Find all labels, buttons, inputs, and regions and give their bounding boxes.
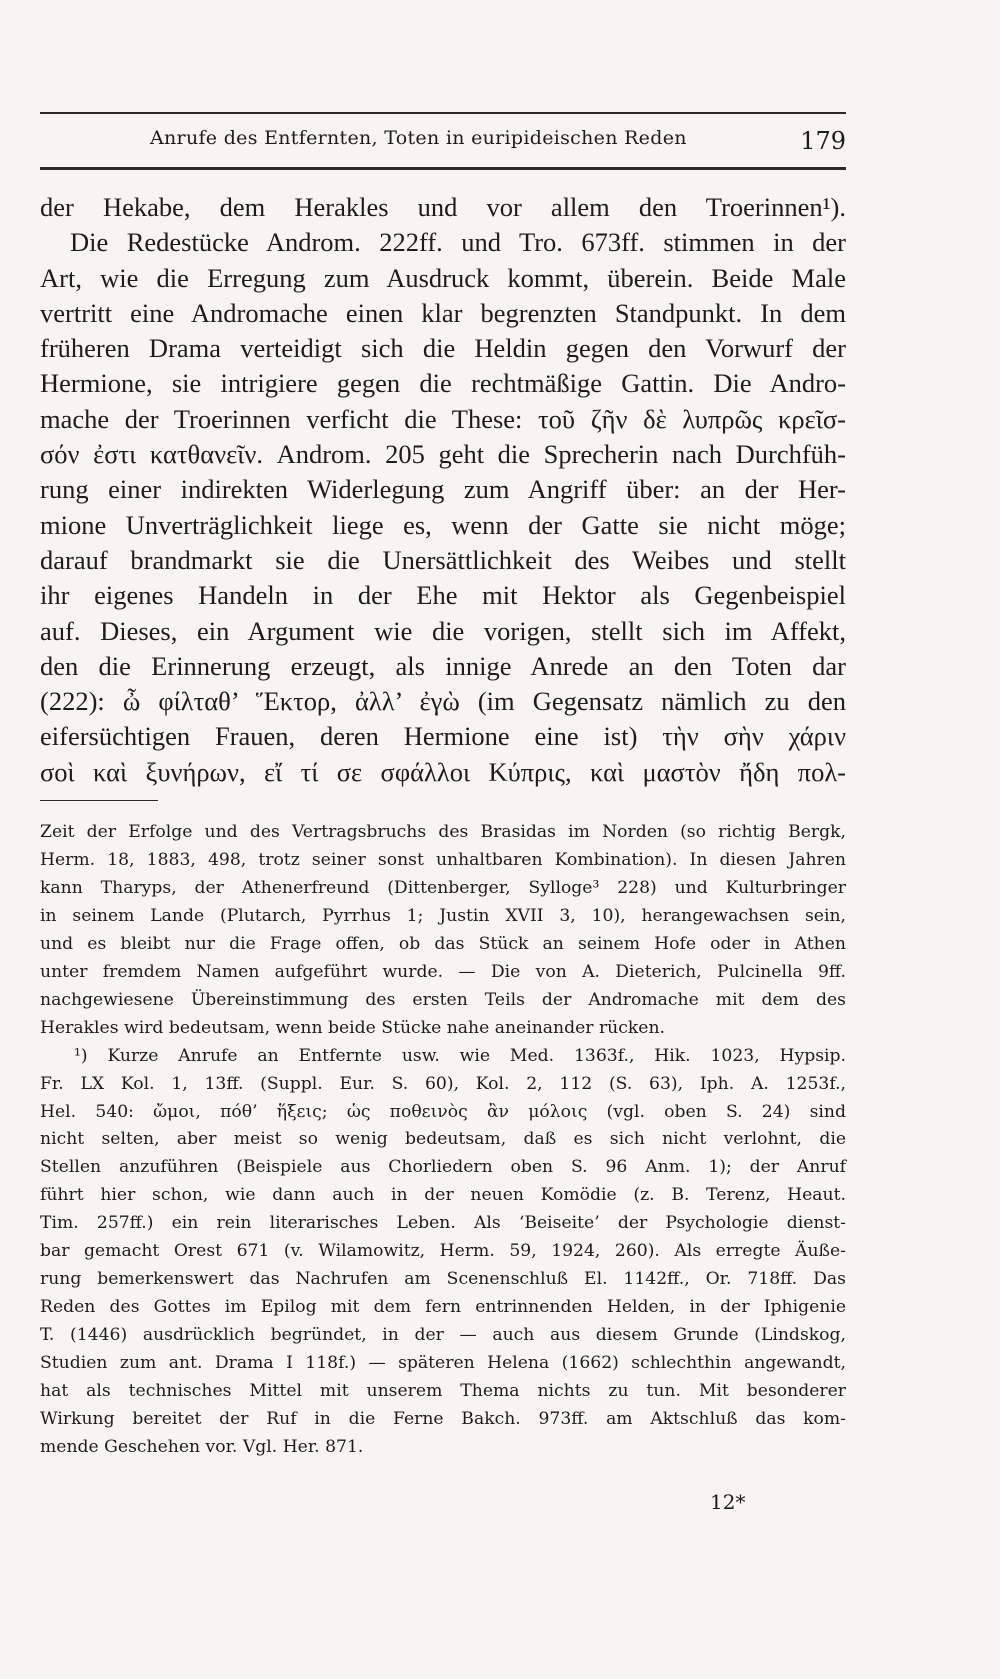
sheet-signature: 12* (710, 1490, 746, 1514)
text-line: den die Erinnerung erzeugt, als innige Anrede an den Toten dar (40, 650, 846, 681)
running-title: Anrufe des Entfernten, Toten in euripideischen Reden (150, 127, 687, 149)
text-line: (222): ὦ φίλταθ’ Ἕκτορ, ἀλλ’ ἐγὼ (im Gegensatz nämlich zu den (40, 686, 846, 717)
text-line: auf. Dieses, ein Argument wie die vorigen, stellt sich im Affekt, (40, 615, 846, 646)
main-text-block (40, 190, 846, 790)
text-line: σόν ἐστι κατθανεῖν. Androm. 205 geht die Sprecherin nach Durchfüh- (40, 439, 846, 470)
footnote-line: Hel. 540: ὤμοι, πόθ’ ἥξεις; ὡς ποθεινὸς ἂν μόλοις (vgl. oben S. 24) sind (40, 1101, 846, 1122)
footnote-line: Reden des Gottes im Epilog mit dem fern entrinnenden Helden, in der Iphigenie (40, 1297, 846, 1318)
footnote-line: nicht selten, aber meist so wenig bedeutsam, daß es sich nicht verlohnt, die (40, 1129, 846, 1150)
text-line: mione Unverträglichkeit liege es, wenn der Gatte sie nicht möge; (40, 509, 846, 540)
footnotes-block (40, 819, 846, 1462)
footnote-line: Studien zum ant. Drama I 118f.) — späteren Helena (1662) schlechthin angewandt, (40, 1353, 846, 1374)
text-line: vertritt eine Andromache einen klar begrenzten Standpunkt. In dem (40, 297, 846, 328)
footnote-line: T. (1446) ausdrücklich begründet, in der — auch aus diesem Grunde (Lindskog, (40, 1325, 846, 1346)
text-line: der Hekabe, dem Herakles und vor allem den Troerinnen¹). (40, 192, 846, 222)
footnote-line: rung bemerkenswert das Nachrufen am Scenenschluß El. 1142ff., Or. 718ff. Das (40, 1269, 846, 1290)
footnote-line: in seinem Lande (Plutarch, Pyrrhus 1; Justin XVII 3, 10), herangewachsen sein, (40, 905, 846, 926)
footnote-line: und es bleibt nur die Frage offen, ob das Stück an seinem Hofe oder in Athen (40, 933, 846, 954)
text-line: rung einer indirekten Widerlegung zum Angriff über: an der Her- (40, 474, 846, 505)
footnote-rule (40, 800, 158, 801)
footnote-line: nachgewiesene Übereinstimmung des ersten Teils der Andromache mit dem des (40, 989, 846, 1010)
text-line: Art, wie die Erregung zum Ausdruck kommt, überein. Beide Male (40, 262, 846, 293)
footnote-line: Tim. 257ff.) ein rein literarisches Leben. Als ‘Beiseite’ der Psychologie dienst- (40, 1213, 846, 1234)
footnote-line: ¹) Kurze Anrufe an Entfernte usw. wie Med. 1363f., Hik. 1023, Hypsip. (74, 1045, 846, 1066)
footnote-line: Fr. LX Kol. 1, 13ff. (Suppl. Eur. S. 60), Kol. 2, 112 (S. 63), Iph. A. 1253f., (40, 1073, 846, 1094)
footnote-line: bar gemacht Orest 671 (v. Wilamowitz, Herm. 59, 1924, 260). Als erregte Äuße- (40, 1241, 846, 1262)
text-line: früheren Drama verteidigt sich die Heldin gegen den Vorwurf der (40, 333, 846, 364)
page-number: 179 (800, 127, 846, 155)
footnote-line: mende Geschehen vor. Vgl. Her. 871. (40, 1436, 364, 1457)
text-line: Hermione, sie intrigiere gegen die rechtmäßige Gattin. Die Andro- (40, 368, 846, 399)
top-rule (40, 112, 846, 114)
footnote-line: Herakles wird bedeutsam, wenn beide Stücke nahe aneinander rücken. (40, 1017, 665, 1038)
footnote-line: kann Tharyps, der Athenerfreund (Dittenberger, Sylloge³ 228) und Kulturbringer (40, 877, 846, 898)
running-header (40, 122, 846, 162)
footnote-line: Wirkung bereitet der Ruf in die Ferne Bakch. 973ff. am Aktschluß das kom- (40, 1409, 846, 1430)
footnote-line: Stellen anzuführen (Beispiele aus Chorliedern oben S. 96 Anm. 1); der Anruf (40, 1157, 846, 1178)
text-line: darauf brandmarkt sie die Unersättlichkeit des Weibes und stellt (40, 544, 846, 575)
footnote-line: Zeit der Erfolge und des Vertragsbruchs des Brasidas im Norden (so richtig Bergk, (40, 822, 846, 842)
header-rule (40, 167, 846, 170)
footnote-line: unter fremdem Namen aufgeführt wurde. — Die von A. Dieterich, Pulcinella 9ff. (40, 961, 846, 982)
text-line: Die Redestücke Androm. 222ff. und Tro. 673ff. stimmen in der (70, 227, 846, 258)
footnote-line: führt hier schon, wie dann auch in der neuen Komödie (z. B. Terenz, Heaut. (40, 1185, 846, 1206)
text-line: σοὶ καὶ ξυνήρων, εἴ τί σε σφάλλοι Κύπρις, καὶ μαστὸν ἤδη πολ- (40, 756, 846, 787)
footnote-line: hat als technisches Mittel mit unserem Thema nichts zu tun. Mit besonderer (40, 1381, 846, 1402)
footnote-line: Herm. 18, 1883, 498, trotz seiner sonst unhaltbaren Kombination). In diesen Jahren (40, 849, 846, 870)
text-line: mache der Troerinnen verficht die These: τοῦ ζῆν δὲ λυπρῶς κρεῖσ- (40, 403, 846, 434)
text-line: eifersüchtigen Frauen, deren Hermione eine ist) τὴν σὴν χάριν (40, 721, 846, 752)
text-line: ihr eigenes Handeln in der Ehe mit Hektor als Gegenbeispiel (40, 580, 846, 611)
